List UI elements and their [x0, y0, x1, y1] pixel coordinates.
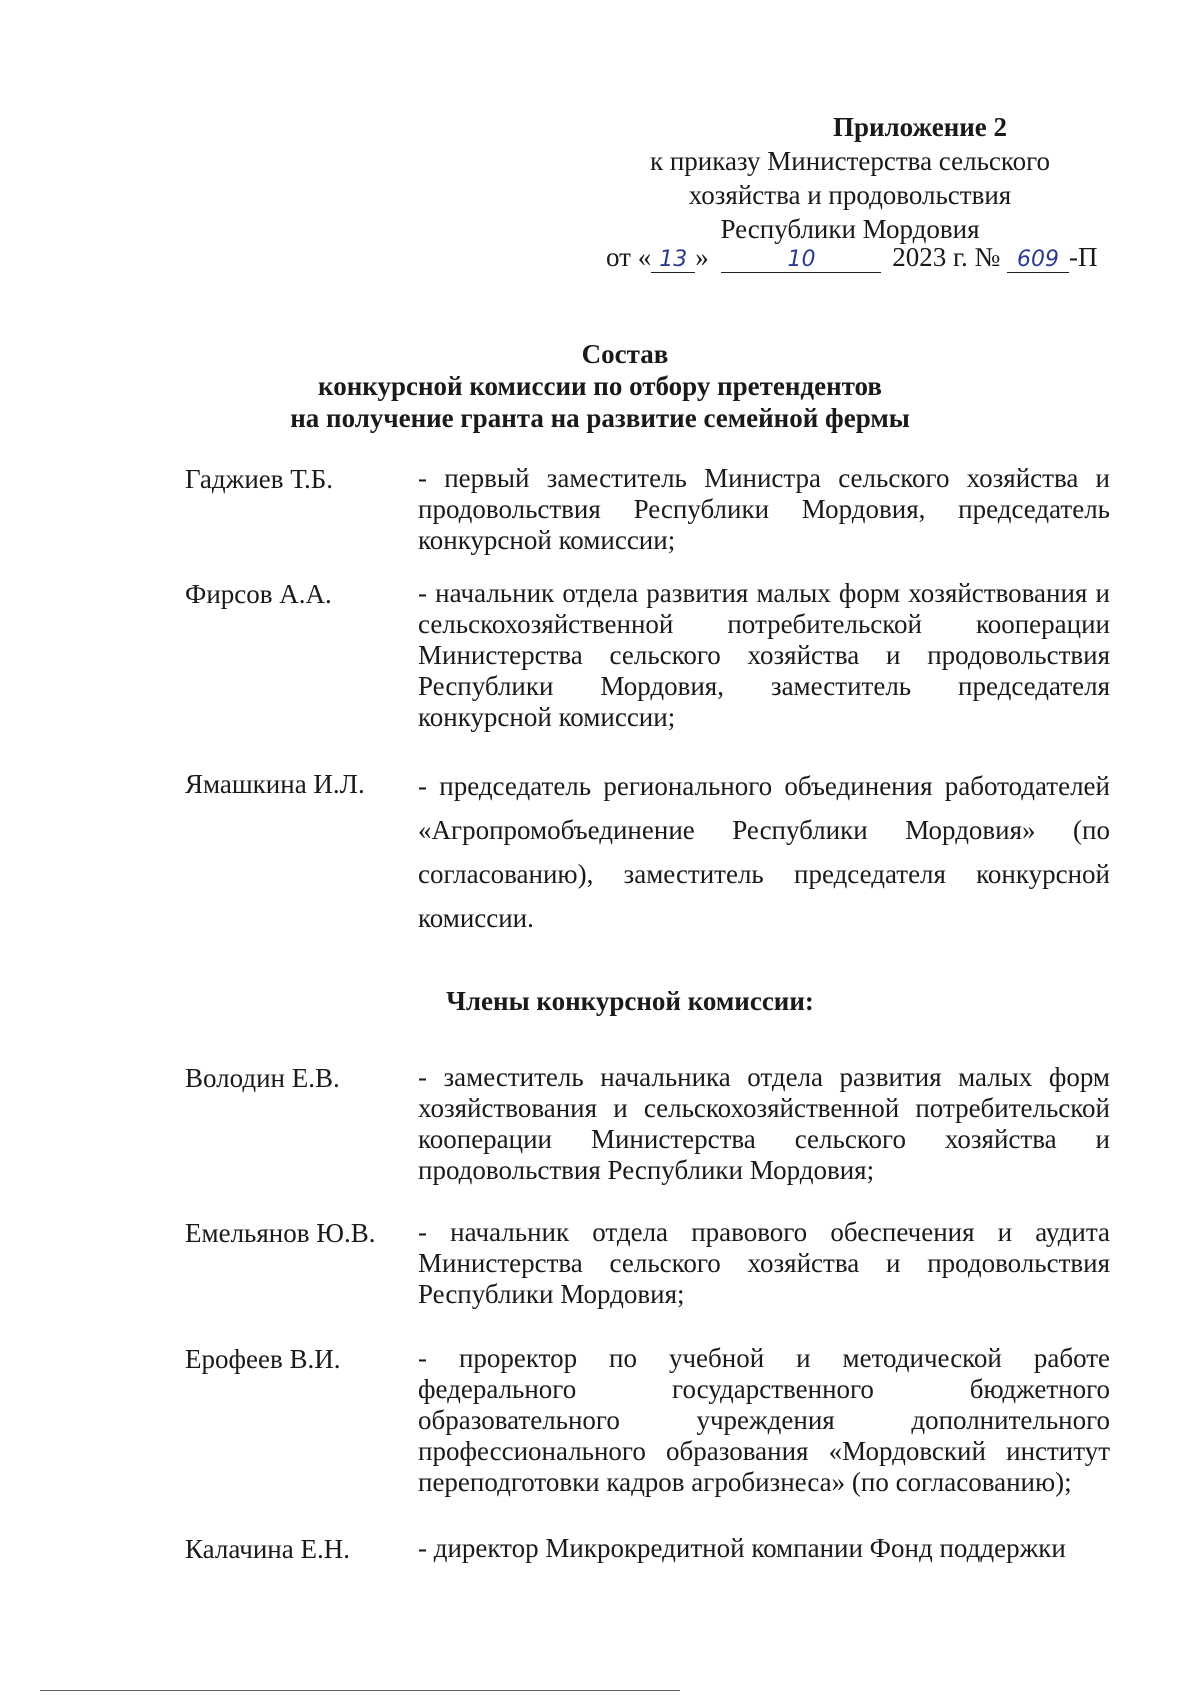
member-description: - проректор по учебной и методической работе федерального государственного бюджетного образовательного учреждения дополнительного профессионального образования «Мордовский институт переподготовки кадров агробизнеса» (по согласованию); — [418, 1343, 1110, 1497]
member-description: - начальник отдела правового обеспечения и аудита Министерства сельского хозяйства и продовольствия Республики Мордовия; — [418, 1217, 1110, 1309]
order-day-handwritten: 13 — [651, 248, 695, 273]
member-name: Фирсов А.А. — [185, 579, 332, 609]
order-suffix: -П — [1069, 242, 1098, 272]
order-date-number-line — [606, 240, 1146, 274]
member-description: - директор Микрокредитной компании Фонд поддержки — [418, 1533, 1066, 1563]
appendix-line-3: Республики Мордовия — [720, 214, 980, 244]
member-description: - заместитель начальника отдела развития малых форм хозяйствования и сельскохозяйственной потребительской кооперации Министерства сельского хозяйства и продовольствия Республики Мордовия; — [418, 1062, 1110, 1185]
title-line-1: Состав — [581, 339, 669, 369]
appendix-header — [560, 110, 1140, 246]
order-prefix: от « — [606, 242, 652, 272]
member-name: Гаджиев Т.Б. — [185, 464, 334, 494]
title-line-2: конкурсной комиссии по отбору претендентов — [318, 371, 882, 401]
order-month-handwritten: 10 — [721, 248, 881, 273]
page-bottom-edge-line — [40, 1690, 680, 1691]
title-line-3: на получение гранта на развитие семейной фермы — [290, 403, 910, 433]
member-description: - начальник отдела развития малых форм хозяйствования и сельскохозяйственной потребительской кооперации Министерства сельского хозяйства и продовольствия Республики Мордовия, заместитель председателя конкурсной комиссии; — [418, 578, 1110, 732]
members-heading: Члены конкурсной комиссии: — [446, 986, 814, 1016]
member-name: Емельянов Ю.В. — [185, 1218, 376, 1248]
order-year-text: 2023 г. № — [892, 242, 1001, 272]
document-title — [0, 338, 1200, 434]
appendix-title: Приложение 2 — [832, 112, 1008, 142]
member-name: Ерофеев В.И. — [185, 1344, 341, 1374]
member-description: - председатель регионального объединения работодателей «Агропромобъединение Республики Мордовия» (по согласованию), заместитель председателя конкурсной комиссии. — [418, 771, 1110, 933]
appendix-line-1: к приказу Министерства сельского — [649, 146, 1051, 176]
order-quote-close: » — [695, 242, 709, 272]
appendix-line-2: хозяйства и продовольствия — [688, 180, 1012, 210]
member-description: - первый заместитель Министра сельского хозяйства и продовольствия Республики Мордовия, председатель конкурсной комиссии; — [418, 463, 1110, 555]
member-name: Володин Е.В. — [185, 1063, 340, 1093]
order-number-handwritten: 609 — [1007, 248, 1069, 273]
member-name: Ямашкина И.Л. — [185, 769, 365, 799]
member-name: Калачина Е.Н. — [185, 1534, 350, 1564]
